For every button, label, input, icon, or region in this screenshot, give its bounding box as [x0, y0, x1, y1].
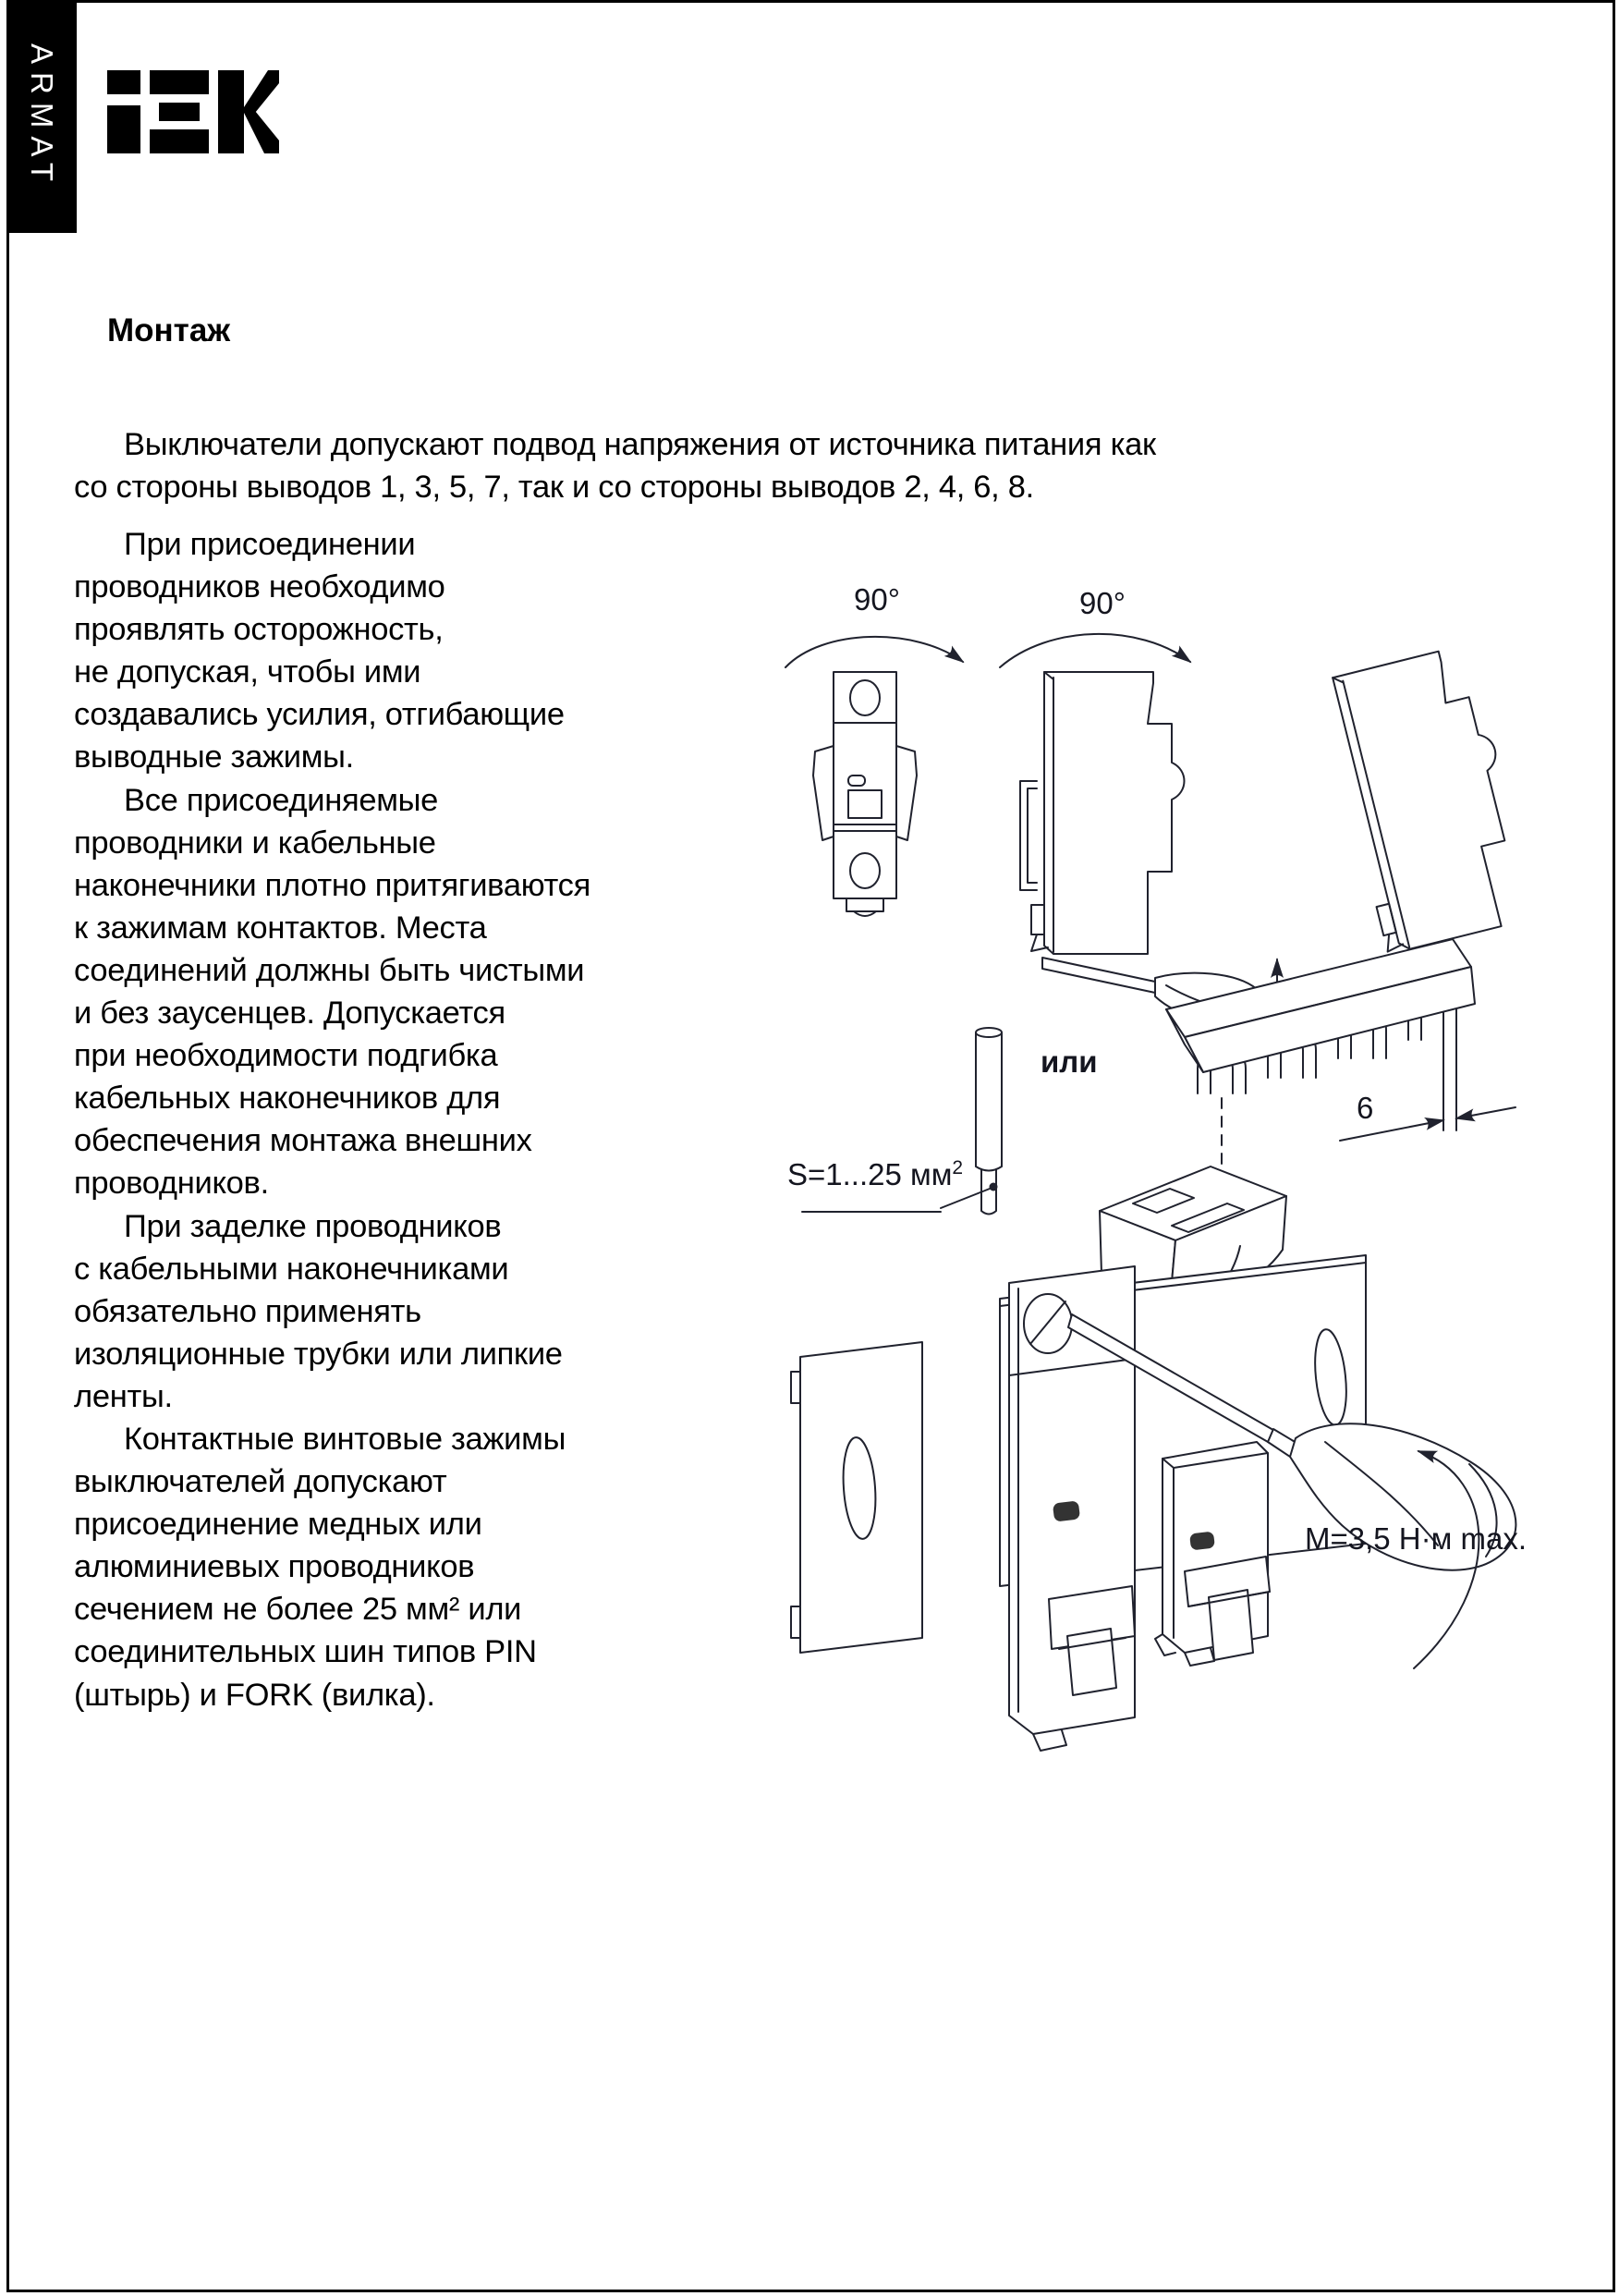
rotation-arc-right: [1000, 634, 1190, 667]
text-line: при необходимости подгибка: [74, 1038, 498, 1074]
text-line: Выключатели допускают подвод напряжения от источника питания как: [124, 427, 1156, 462]
figure-tightening: [791, 1255, 1516, 1751]
text-line: При заделке проводников: [124, 1208, 502, 1244]
wire-section-label: [787, 1157, 963, 1192]
text-line: сечением не более 25 мм² или: [74, 1592, 522, 1628]
text-line: обеспечения монтажа внешних: [74, 1123, 532, 1159]
text-line: соединений должны быть чистыми: [74, 952, 585, 988]
text-line: ленты.: [74, 1378, 173, 1414]
text-line: Все присоединяемые: [124, 782, 439, 818]
text-line: изоляционные трубки или липкие: [74, 1336, 563, 1372]
iek-logo-text: [0, 0, 1, 1]
text-line: проводники и кабельные: [74, 824, 436, 861]
text-line: обязательно применять: [74, 1293, 421, 1329]
angle-label-left: 90°: [854, 582, 900, 617]
torque-label: M=3,5 Н·м max.: [1305, 1521, 1527, 1556]
angle-label-right: 90°: [1079, 586, 1126, 620]
or-label: или: [1041, 1044, 1098, 1079]
text-line: создавались усилия, отгибающие: [74, 697, 565, 733]
wire-section-sup: 2: [952, 1157, 964, 1179]
text-line: присоединение медных или: [74, 1507, 482, 1543]
paragraph-tightening: [74, 779, 804, 1205]
text-line: При присоединении: [124, 527, 416, 562]
rotation-arc-left: [785, 637, 963, 667]
text-line: кабельных наконечников для: [74, 1081, 501, 1117]
armat-side-tab-label: ARMAT: [25, 43, 59, 190]
breaker-front-view: [813, 672, 917, 916]
breaker-side-view: [1020, 672, 1185, 954]
text-line: наконечники плотно притягиваются: [74, 867, 590, 903]
text-line: не допуская, чтобы ими: [74, 654, 421, 690]
page-title: Монтаж: [107, 312, 231, 348]
text-line: выключателей допускают: [74, 1464, 447, 1500]
text-line: к зажимам контактов. Места: [74, 910, 487, 946]
armat-side-tab: [6, 0, 77, 233]
paragraph-connection-care: [74, 523, 804, 779]
text-line: проводников необходимо: [74, 569, 445, 605]
breaker-spare-pole: [1155, 1442, 1270, 1666]
paragraph-lug-insulation: [74, 1205, 804, 1418]
intro-paragraph: [74, 423, 1552, 508]
text-line: алюминиевых проводников: [74, 1549, 475, 1585]
pitch-label: 6: [1357, 1091, 1374, 1125]
text-line: Контактные винтовые зажимы: [124, 1421, 566, 1457]
text-line: с кабельными наконечниками: [74, 1251, 509, 1287]
wire-section-text: S=1...25 мм: [787, 1157, 953, 1191]
text-line: проявлять осторожность,: [74, 612, 444, 648]
fork-busbar: [1166, 939, 1475, 1130]
text-line: со стороны выводов 1, 3, 5, 7, так и со стороны выводов 2, 4, 6, 8.: [74, 470, 1034, 505]
breaker-tilted-view: [1321, 644, 1537, 955]
paragraph-terminal-capacity: [74, 1418, 804, 1716]
text-line: соединительных шин типов PIN: [74, 1634, 537, 1670]
body-text-column: [74, 523, 804, 1716]
text-line: и без заусенцев. Допускается: [74, 995, 505, 1032]
text-line: проводников.: [74, 1166, 269, 1202]
iek-logo: [107, 70, 279, 153]
mounting-bracket-left: [791, 1342, 922, 1653]
text-line: (штырь) и FORK (вилка).: [74, 1677, 435, 1713]
text-line: выводные зажимы.: [74, 739, 354, 776]
